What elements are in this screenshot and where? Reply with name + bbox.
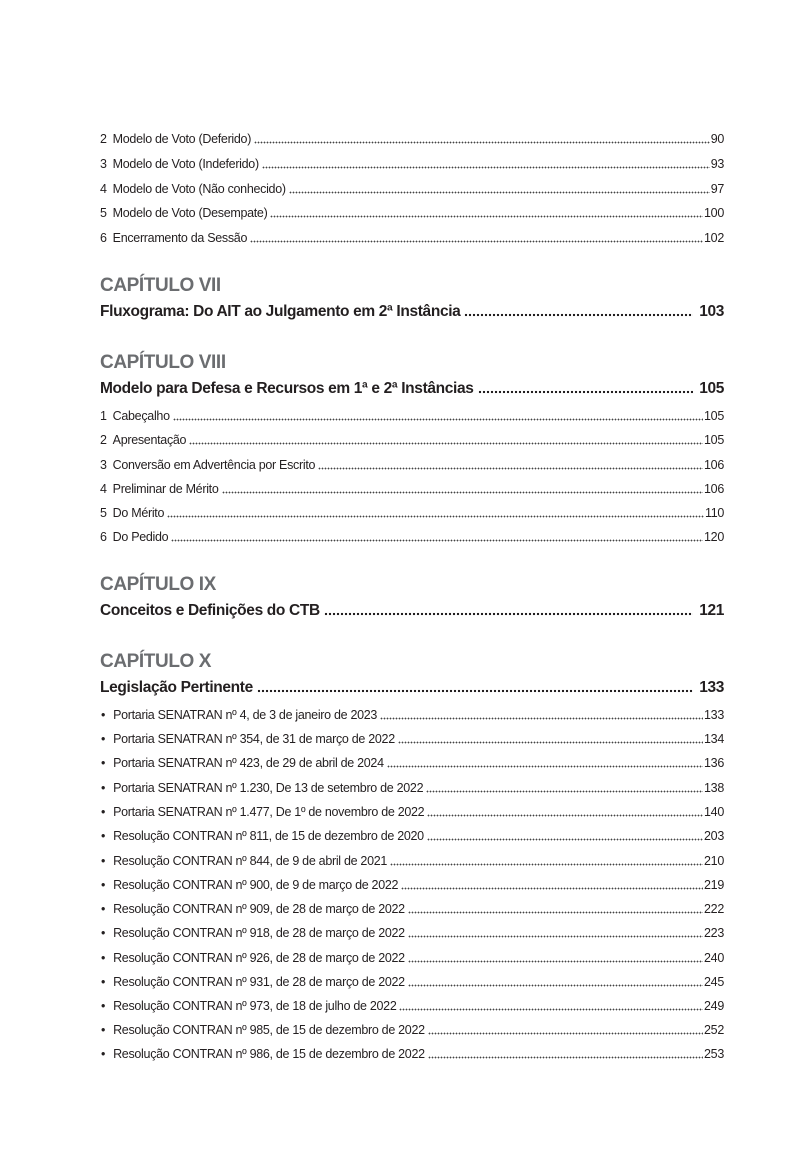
toc-entry [100,173,724,197]
bullet: • [101,829,106,843]
entry-label: Resolução CONTRAN nº 986, de 15 de dezembro de 2022 [113,1047,425,1061]
dot-leader [250,239,703,243]
chapter-title-entry [100,374,724,398]
dot-leader [428,1031,703,1035]
entry-label: Resolução CONTRAN nº 926, de 28 de março de 2022 [113,951,405,965]
entry-label: Resolução CONTRAN nº 909, de 28 de março de 2022 [113,902,405,916]
chapter-heading: CAPÍTULO VIII [100,352,226,373]
entry-label: Resolução CONTRAN nº 985, de 15 de dezembro de 2022 [113,1023,425,1037]
dot-leader [398,740,703,744]
bullet: • [101,926,106,940]
toc-bullet-entry [100,772,724,796]
toc-entry [100,497,724,521]
chapter-title: Conceitos e Definições do CTB [100,602,320,619]
dot-leader [257,688,693,693]
bullet: • [101,805,106,819]
entry-number: 6 [100,231,107,245]
dot-leader [171,538,703,542]
dot-leader [426,789,703,793]
toc-bullet-entry [100,942,724,966]
dot-leader [262,165,710,169]
entry-page-number: 223 [704,926,724,940]
entry-number: 4 [100,482,107,496]
chapter-title: Fluxograma: Do AIT ao Julgamento em 2ª Instância [100,303,461,320]
toc-bullet-entry [100,966,724,990]
dot-leader [399,1007,703,1011]
dot-leader [173,417,703,421]
entry-label: Cabeçalho [112,409,170,423]
entry-label: Resolução CONTRAN nº 844, de 9 de abril de 2021 [113,854,388,868]
dot-leader [401,886,703,890]
entry-page-number: 110 [704,506,724,520]
entry-page-number: 203 [704,829,724,843]
bullet: • [101,902,106,916]
entry-page-number: 133 [704,708,724,722]
toc-entry [100,222,724,246]
bullet: • [101,756,106,770]
entry-number: 3 [100,458,107,472]
entry-label: Modelo de Voto (Deferido) [112,132,252,146]
dot-leader [408,934,703,938]
dot-leader [428,1055,703,1059]
entry-label: Resolução CONTRAN nº 900, de 9 de março de 2022 [113,878,399,892]
dot-leader [408,959,703,963]
entry-page-number: 106 [704,482,724,496]
entry-label: Apresentação [112,433,187,447]
entry-label: Resolução CONTRAN nº 811, de 15 de dezembro de 2020 [113,829,424,843]
chapter-heading: CAPÍTULO X [100,651,212,672]
dot-leader [222,490,704,494]
toc-bullet-entry [100,1014,724,1038]
entry-label: Resolução CONTRAN nº 973, de 18 de julho de 2022 [113,999,397,1013]
entry-page-number: 120 [704,530,724,544]
dot-leader [270,214,703,218]
dot-leader [324,611,693,616]
toc-entry [100,521,724,545]
entry-label: Portaria SENATRAN nº 1.477, De 1º de novembro de 2022 [113,805,425,819]
bullet: • [101,999,106,1013]
dot-leader [167,514,704,518]
entry-page-number: 252 [704,1023,724,1037]
entry-number: 5 [100,506,107,520]
toc-bullet-entry [100,893,724,917]
entry-page-number: 245 [704,975,724,989]
entry-page-number: 102 [704,231,724,245]
chapter-page-number: 133 [699,679,724,696]
entry-label: Portaria SENATRAN nº 4, de 3 de janeiro de 2023 [113,708,378,722]
entry-number: 2 [100,132,107,146]
entry-page-number: 90 [710,132,724,146]
dot-leader [478,389,694,394]
dot-leader [464,312,693,317]
dot-leader [408,983,703,987]
chapter-heading: CAPÍTULO VII [100,275,221,296]
dot-leader [390,862,703,866]
entry-label: Resolução CONTRAN nº 931, de 28 de março de 2022 [113,975,405,989]
chapter-page-number: 103 [699,303,724,320]
entry-page-number: 222 [704,902,724,916]
entry-label: Do Pedido [112,530,169,544]
chapter-title: Modelo para Defesa e Recursos em 1ª e 2ª Instâncias [100,380,474,397]
entry-label: Resolução CONTRAN nº 918, de 28 de março de 2022 [113,926,405,940]
entry-number: 5 [100,206,107,220]
bullet: • [101,854,106,868]
bullet: • [101,1047,106,1061]
entry-page-number: 140 [704,805,724,819]
bullet: • [101,781,106,795]
bullet: • [101,975,106,989]
toc-entry [100,400,724,424]
dot-leader [289,190,710,194]
toc-bullet-entry [100,699,724,723]
toc-entry [100,473,724,497]
entry-page-number: 93 [710,157,724,171]
dot-leader [254,140,710,144]
bullet: • [101,708,106,722]
entry-page-number: 253 [704,1047,724,1061]
dot-leader [427,837,703,841]
entry-number: 2 [100,433,107,447]
toc-bullet-entry [100,747,724,771]
entry-label: Encerramento da Sessão [112,231,248,245]
entry-label: Do Mérito [112,506,165,520]
entry-number: 3 [100,157,107,171]
entry-label: Portaria SENATRAN nº 354, de 31 de março de 2022 [113,732,395,746]
entry-page-number: 100 [704,206,724,220]
dot-leader [189,441,703,445]
bullet: • [101,732,106,746]
toc-bullet-entry [100,796,724,820]
toc-bullet-entry [100,845,724,869]
toc-bullet-entry [100,869,724,893]
toc-entry [100,424,724,448]
entry-number: 6 [100,530,107,544]
toc-bullet-entry [100,917,724,941]
entry-page-number: 134 [704,732,724,746]
dot-leader [427,813,703,817]
chapter-heading: CAPÍTULO IX [100,574,216,595]
entry-page-number: 106 [704,458,724,472]
entry-page-number: 240 [704,951,724,965]
entry-page-number: 105 [704,409,724,423]
dot-leader [387,764,703,768]
entry-label: Conversão em Advertência por Escrito [112,458,316,472]
entry-label: Preliminar de Mérito [112,482,219,496]
chapter-title-entry [100,596,724,620]
entry-page-number: 136 [704,756,724,770]
entry-number: 4 [100,182,107,196]
bullet: • [101,1023,106,1037]
bullet: • [101,878,106,892]
entry-number: 1 [100,409,107,423]
entry-label: Modelo de Voto (Indeferido) [112,157,259,171]
entry-page-number: 249 [704,999,724,1013]
toc-bullet-entry [100,1038,724,1062]
toc-entry [100,197,724,221]
chapter-page-number: 105 [699,380,724,397]
entry-label: Portaria SENATRAN nº 1.230, De 13 de setembro de 2022 [113,781,424,795]
toc-entry [100,123,724,147]
bullet: • [101,951,106,965]
toc-bullet-entry [100,723,724,747]
entry-label: Portaria SENATRAN nº 423, de 29 de abril de 2024 [113,756,384,770]
entry-page-number: 97 [710,182,724,196]
entry-label: Modelo de Voto (Desempate) [112,206,268,220]
entry-page-number: 105 [704,433,724,447]
dot-leader [380,716,703,720]
toc-entry [100,148,724,172]
chapter-title: Legislação Pertinente [100,679,253,696]
toc-bullet-entry [100,990,724,1014]
entry-page-number: 138 [704,781,724,795]
chapter-page-number: 121 [699,602,724,619]
toc-bullet-entry [100,820,724,844]
dot-leader [318,466,703,470]
dot-leader [408,910,703,914]
chapter-title-entry [100,297,724,321]
chapter-title-entry [100,673,724,697]
entry-page-number: 210 [704,854,724,868]
entry-page-number: 219 [704,878,724,892]
entry-label: Modelo de Voto (Não conhecido) [112,182,286,196]
toc-entry [100,449,724,473]
